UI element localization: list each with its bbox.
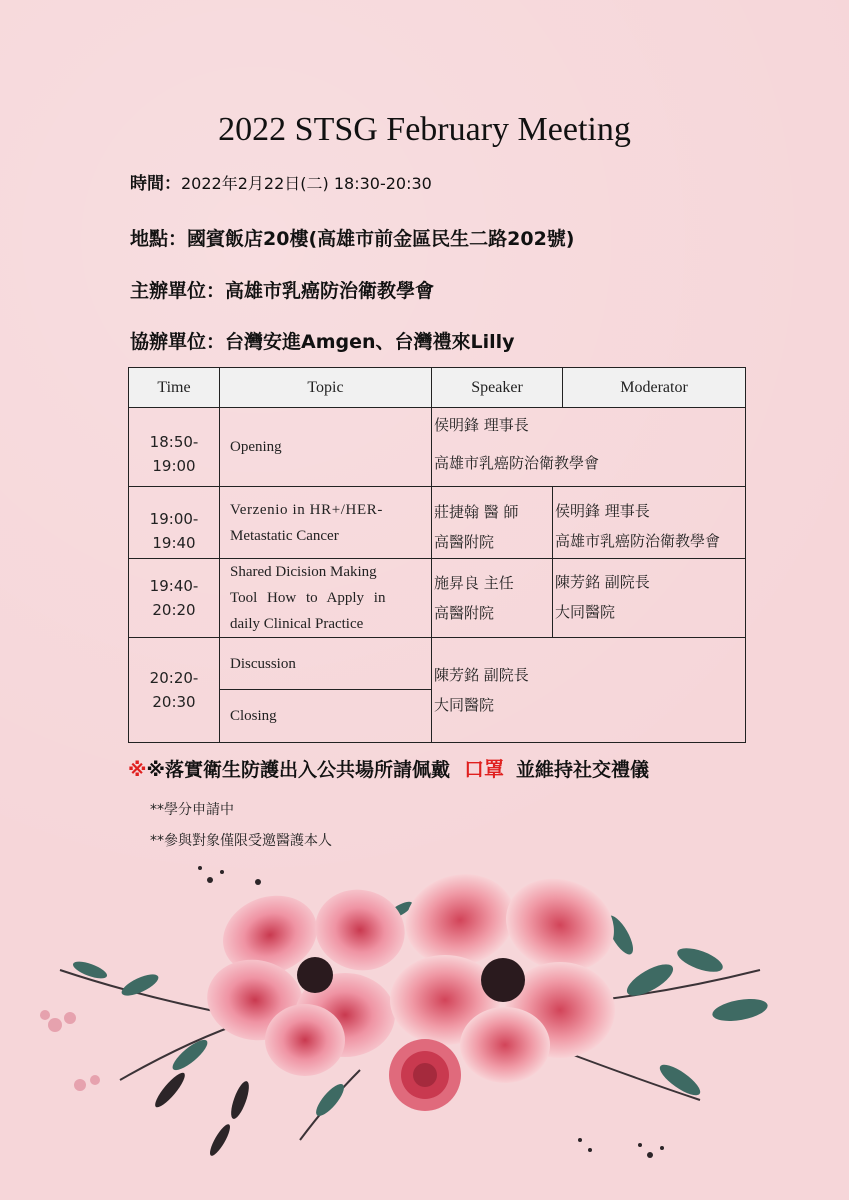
speaker-name: 施昇良 主任 [434, 574, 514, 592]
table-row [129, 559, 746, 638]
page-title: 2022 STSG February Meeting [218, 111, 631, 148]
row-topic [220, 487, 432, 559]
header-moderator: Moderator [563, 368, 746, 408]
speaker-name: 莊捷翰 醫 師 [434, 502, 519, 521]
notice-suffix: 並維持社交禮儀 [515, 759, 649, 781]
topic-line: Tool How to Apply in [230, 590, 386, 606]
row-topic: Opening [220, 408, 432, 487]
row-speaker [432, 487, 553, 559]
host-info [130, 279, 434, 303]
cohost-label: 協辦單位： [130, 331, 226, 353]
notice-mark: ※ [128, 759, 147, 781]
note-attendance: **參與對象僅限受邀醫護本人 [150, 833, 332, 849]
speaker-affiliation: 高醫附院 [434, 604, 495, 622]
table-row [129, 487, 746, 559]
row-moderator [553, 559, 746, 638]
topic-line: Shared Dicision Making [230, 564, 377, 580]
host-value: 高雄市乳癌防治衛教學會 [225, 280, 435, 302]
venue-label: 地點： [130, 228, 188, 250]
notice-mask: 口罩 [463, 757, 504, 781]
table-header-row [129, 368, 746, 408]
row-speaker [432, 638, 746, 743]
speaker-affiliation: 高雄市乳癌防治衛教學會 [434, 454, 600, 472]
notice-prefix: ※落實衛生防護出入公共場所請佩戴 [146, 759, 450, 781]
row-time: 18:50-19:00 [129, 408, 220, 487]
row-topic: Discussion [220, 638, 432, 690]
row-speaker [432, 559, 553, 638]
header-speaker: Speaker [432, 368, 563, 408]
topic-line: Metastatic Cancer [230, 527, 339, 544]
venue-info [130, 227, 575, 251]
mask-notice [128, 755, 649, 784]
header-topic: Topic [220, 368, 432, 408]
host-label: 主辦單位： [130, 280, 226, 302]
time-info [130, 172, 432, 196]
moderator-affiliation: 高雄市乳癌防治衛教學會 [555, 531, 721, 550]
speaker-affiliation: 高醫附院 [434, 532, 495, 551]
moderator-name: 侯明鋒 理事長 [555, 501, 650, 520]
cohost-info [130, 330, 515, 354]
speaker-name: 陳芳銘 副院長 [434, 666, 529, 684]
table-row [129, 408, 746, 487]
row-time: 20:20-20:30 [129, 638, 220, 743]
topic-line: daily Clinical Practice [230, 616, 364, 632]
floral-decoration-icon [0, 850, 849, 1200]
row-time: 19:00-19:40 [129, 487, 220, 559]
topic-line: Verzenio in HR+/HER- [230, 501, 383, 518]
table-row [129, 638, 746, 690]
time-label: 時間： [130, 174, 181, 194]
schedule-table [128, 367, 746, 743]
venue-value: 國賓飯店20樓(高雄市前金區民生二路202號) [187, 228, 575, 250]
row-topic [220, 559, 432, 638]
note-credit: **學分申請中 [150, 802, 234, 818]
time-value: 2022年2月22日(二) 18:30-20:30 [181, 174, 432, 193]
moderator-affiliation: 大同醫院 [555, 603, 616, 621]
speaker-affiliation: 大同醫院 [434, 696, 495, 714]
row-topic: Closing [220, 690, 432, 743]
header-time: Time [129, 368, 220, 408]
moderator-name: 陳芳銘 副院長 [555, 573, 650, 591]
row-speaker [432, 408, 746, 487]
row-moderator [553, 487, 746, 559]
row-time: 19:40-20:20 [129, 559, 220, 638]
cohost-value: 台灣安進Amgen、台灣禮來Lilly [225, 331, 515, 353]
speaker-name: 侯明鋒 理事長 [434, 416, 529, 434]
